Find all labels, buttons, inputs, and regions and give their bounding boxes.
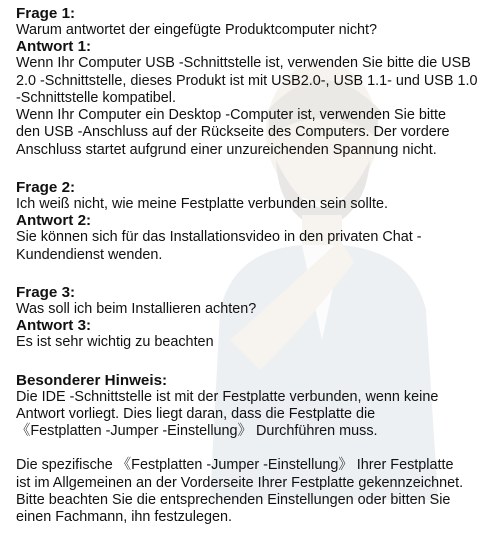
answer-1-line: Wenn Ihr Computer USB -Schnittstelle ist, verwenden Sie bitte die USB — [16, 55, 471, 72]
question-1-text: Warum antwortet der eingefügte Produktcomputer nicht? — [16, 22, 378, 38]
answer-3-label: Antwort 3: — [16, 317, 92, 335]
special-notice — [16, 373, 492, 527]
notice-label: Besonderer Hinweis: — [16, 371, 168, 389]
notice-line: Die spezifische 《Festplatten -Jumper -Einstellung》 Ihrer Festplatte — [16, 457, 454, 474]
notice-line: Bitte beachten Sie die entsprechenden Einstellungen oder bitten Sie — [16, 492, 451, 509]
answer-1-line: Wenn Ihr Computer ein Desktop -Computer ist, verwenden Sie bitte — [16, 107, 447, 124]
notice-line: 《Festplatten -Jumper -Einstellung》 Durchführen muss. — [16, 423, 378, 440]
notice-line: Antwort vorliegt. Dies liegt daran, dass die Festplatte die — [16, 405, 376, 422]
answer-2-label: Antwort 2: — [16, 212, 92, 230]
paragraph-gap — [16, 440, 492, 457]
faq-content — [16, 6, 492, 548]
answer-1-label: Antwort 1: — [16, 38, 92, 56]
faq-item-1 — [16, 6, 492, 159]
answer-1-line: -Schnittstelle kompatibel. — [16, 89, 176, 106]
question-1-label: Frage 1: — [16, 5, 76, 22]
notice-line: einen Fachmann, ihn festzulegen. — [16, 509, 233, 526]
faq-item-2 — [16, 180, 492, 264]
faq-item-3 — [16, 285, 492, 352]
answer-2-line: Sie können sich für das Installationsvideo in den privaten Chat - — [16, 229, 422, 246]
answer-3-line: Es ist sehr wichtig zu beachten — [16, 334, 214, 351]
answer-1-line: den USB -Anschluss auf der Rückseite des Computers. Der vordere — [16, 124, 450, 141]
question-3-text: Was soll ich beim Installieren achten? — [16, 300, 257, 317]
notice-line: Die IDE -Schnittstelle ist mit der Festplatte verbunden, wenn keine — [16, 388, 439, 405]
notice-line: ist im Allgemeinen an der Vorderseite Ihrer Festplatte gekennzeichnet. — [16, 474, 464, 491]
question-2-label: Frage 2: — [16, 179, 76, 197]
answer-1-line: Anschluss startet aufgrund einer unzureichenden Spannung nicht. — [16, 141, 437, 158]
answer-1-line: 2.0 -Schnittstelle, dieses Produkt ist mit USB2.0-, USB 1.1- und USB 1.0 — [16, 72, 478, 89]
question-3-label: Frage 3: — [16, 283, 76, 301]
question-2-text: Ich weiß nicht, wie meine Festplatte verbunden sein sollte. — [16, 196, 388, 213]
answer-2-line: Kundendienst wenden. — [16, 246, 163, 263]
